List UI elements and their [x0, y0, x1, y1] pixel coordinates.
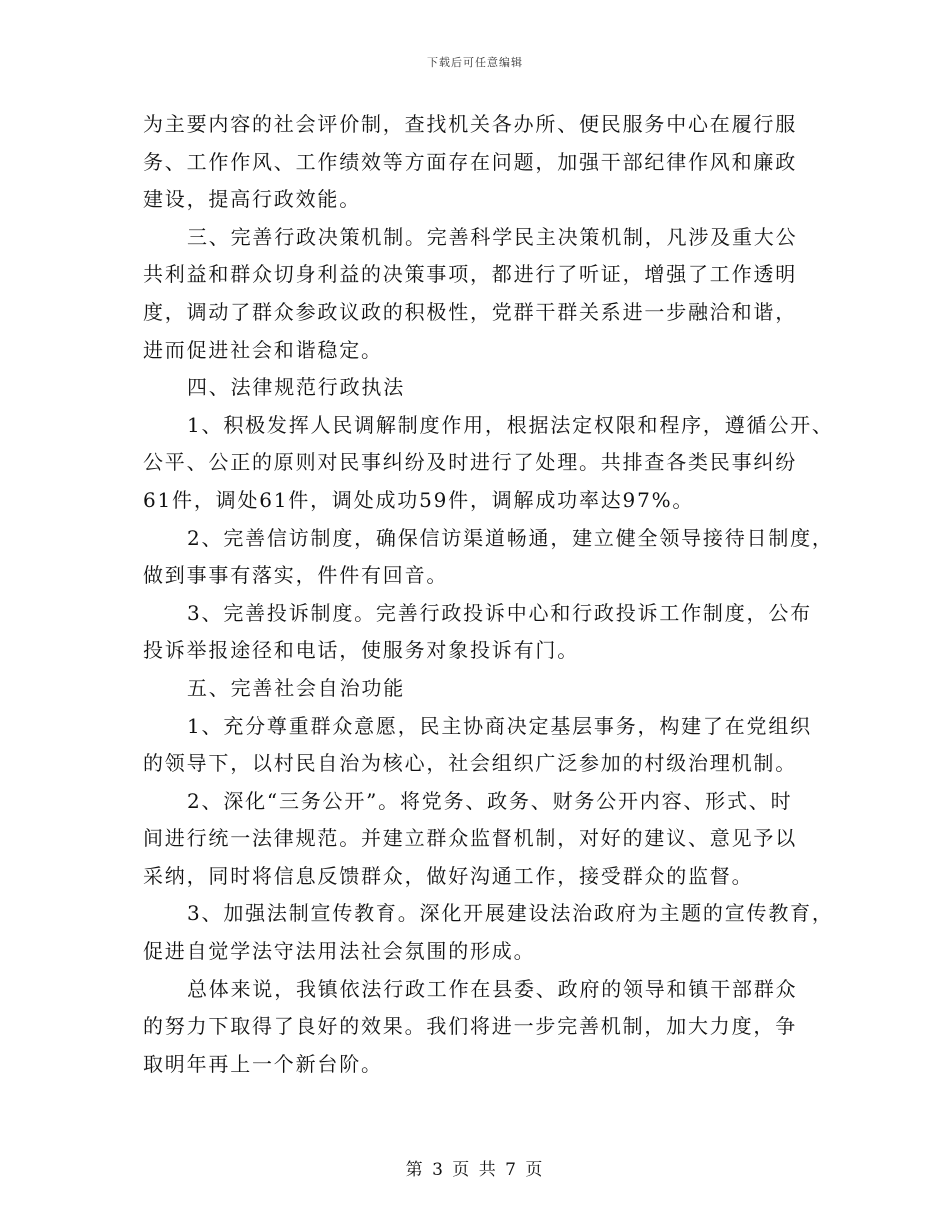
body-line: 共利益和群众切身利益的决策事项，都进行了听证，增强了工作透明 — [143, 262, 797, 287]
body-line: 取明年再上一个新台阶。 — [143, 1051, 383, 1076]
body-line: 3、加强法制宣传教育。深化开展建设法治政府为主题的宣传教育， — [187, 901, 834, 926]
section-heading: 五、完善社会自治功能 — [187, 675, 405, 700]
body-line: 间进行统一法律规范。并建立群众监督机制，对好的建议、意见予以 — [143, 826, 797, 851]
body-line: 2、完善信访制度，确保信访渠道畅通，建立健全领导接待日制度， — [187, 525, 834, 550]
body-line: 做到事事有落实，件件有回音。 — [143, 563, 449, 588]
body-line: 度，调动了群众参政议政的积极性，党群干群关系进一步融洽和谐， — [143, 299, 797, 324]
body-line: 投诉举报途径和电话，使服务对象投诉有门。 — [143, 638, 579, 663]
body-line: 61件，调处61件，调处成功59件，调解成功率达97%。 — [143, 487, 695, 512]
body-line: 公平、公正的原则对民事纠纷及时进行了处理。共排查各类民事纠纷 — [143, 450, 797, 475]
section-heading: 四、法律规范行政执法 — [187, 375, 405, 400]
body-line: 建设，提高行政效能。 — [143, 187, 361, 212]
body-line: 1、积极发挥人民调解制度作用，根据法定权限和程序，遵循公开、 — [187, 412, 834, 437]
page-header: 下载后可任意编辑 — [427, 56, 523, 69]
body-line: 采纳，同时将信息反馈群众，做好沟通工作，接受群众的监督。 — [143, 863, 754, 888]
body-line: 总体来说，我镇依法行政工作在县委、政府的领导和镇干部群众 — [187, 976, 798, 1001]
body-line: 进而促进社会和谐稳定。 — [143, 337, 383, 362]
body-line: 的努力下取得了良好的效果。我们将进一步完善机制，加大力度，争 — [143, 1014, 797, 1039]
body-line: 1、充分尊重群众意愿，民主协商决定基层事务，构建了在党组织 — [187, 713, 812, 738]
body-line: 2、深化“三务公开”。将党务、政务、财务公开内容、形式、时 — [187, 788, 793, 813]
body-line: 为主要内容的社会评价制，查找机关各办所、便民服务中心在履行服 — [143, 112, 797, 136]
body-line: 的领导下，以村民自治为核心，社会组织广泛参加的村级治理机制。 — [143, 751, 797, 776]
document-body — [143, 106, 834, 1083]
body-line: 务、工作作风、工作绩效等方面存在问题，加强干部纪律作风和廉政 — [143, 149, 797, 174]
body-line: 三、完善行政决策机制。完善科学民主决策机制，凡涉及重大公 — [187, 224, 798, 249]
page-number: 第 3 页 共 7 页 — [405, 1160, 545, 1180]
body-line: 3、完善投诉制度。完善行政投诉中心和行政投诉工作制度，公布 — [187, 600, 812, 625]
body-line: 促进自觉学法守法用法社会氛围的形成。 — [143, 939, 536, 964]
